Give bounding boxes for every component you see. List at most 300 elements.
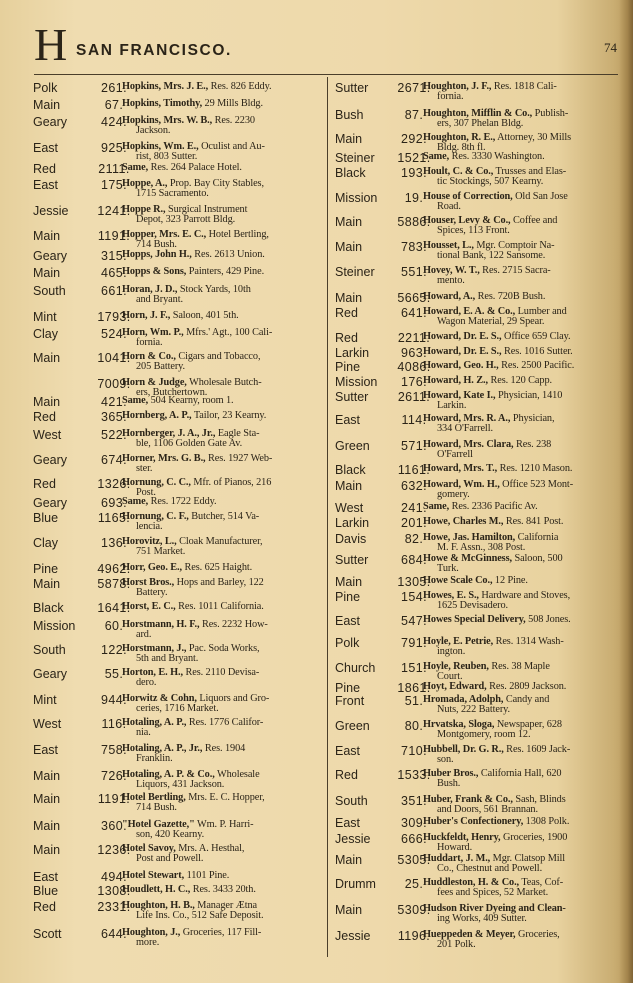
listing-text	[423, 662, 623, 682]
subscriber-name: Hoyle, Reuben,	[423, 661, 489, 672]
listing-text	[122, 744, 314, 764]
exchange-name: Main	[335, 575, 363, 589]
listing-text	[423, 266, 623, 286]
listing-detail: Liquors and Gro-	[199, 693, 270, 704]
exchange-name: Jessie	[335, 929, 371, 943]
listing-detail: Mrs. A. Hesthal,	[178, 843, 245, 854]
listing-detail: Mfr. of Pianos, 216	[193, 477, 272, 488]
listing-detail: Res. 1722 Eddy.	[150, 496, 217, 507]
listing-detail: Office 659 Clay.	[503, 331, 571, 342]
listing-detail: Res. 1609 Jack-	[506, 744, 571, 755]
listing-continuation: Montgomery, room 12.	[437, 729, 531, 740]
listing-text	[423, 833, 623, 853]
listing-text	[423, 480, 623, 500]
exchange-name: Main	[335, 903, 363, 917]
subscriber-name: Howard, Kate I.,	[423, 390, 496, 401]
listing-detail: Res. 2613 Union.	[194, 249, 265, 260]
subscriber-name: Horn & Judge,	[122, 377, 187, 388]
exchange-name: Steiner	[335, 265, 375, 279]
phone-number: 365.	[101, 410, 127, 424]
listing-text	[122, 578, 314, 598]
listing-detail: Old San Jose	[515, 191, 568, 202]
subscriber-name: Huckfeldt, Henry,	[423, 832, 501, 843]
listing-text	[122, 770, 314, 790]
listing-text	[122, 411, 314, 421]
listing-text	[423, 192, 623, 212]
listing-detail: Eagle Sta-	[217, 428, 260, 439]
listing-detail: Res. 2500 Pacific.	[501, 360, 575, 371]
listing-detail: Res. 625 Haight.	[184, 562, 253, 573]
listing-continuation: 1715 Sacramento.	[136, 188, 209, 199]
listing-text	[423, 361, 623, 371]
listing-continuation: ster.	[136, 463, 153, 474]
listing-text	[423, 795, 623, 815]
listing-text	[423, 615, 623, 625]
listing-detail: Res. 2232 How-	[201, 619, 268, 630]
listing-text	[423, 109, 623, 129]
listing-text	[122, 885, 314, 895]
listing-text	[122, 205, 314, 225]
phone-number: 2111.	[98, 162, 130, 176]
exchange-name: Clay	[33, 536, 59, 550]
phone-number: 791.	[401, 636, 427, 650]
listing-text	[122, 163, 314, 173]
phone-number: 5309.	[397, 903, 431, 917]
subscriber-name: Howe, Charles M.,	[423, 516, 504, 527]
listing-text	[122, 512, 314, 532]
subscriber-name: Hoyle, E. Petrie,	[423, 636, 494, 647]
exchange-name: East	[33, 743, 59, 757]
listing-text	[122, 352, 314, 372]
listing-detail: Res. 120 Capp.	[490, 375, 552, 386]
listing-continuation: Road.	[437, 201, 461, 212]
listing-continuation: Court.	[437, 671, 463, 682]
exchange-name: Pine	[335, 590, 361, 604]
exchange-name: Main	[33, 819, 61, 833]
listing-text	[122, 644, 314, 664]
phone-number: 1241.	[97, 204, 131, 218]
phone-number: 292.	[401, 132, 427, 146]
listing-text	[122, 620, 314, 640]
subscriber-name: "Hotel Gazette,"	[122, 819, 195, 830]
exchange-name: Main	[335, 291, 363, 305]
listing-detail: Res. 1314 Wash-	[495, 636, 564, 647]
exchange-name: East	[335, 816, 361, 830]
subscriber-name: Same,	[122, 395, 149, 406]
listing-detail: California Hall, 620	[480, 768, 562, 779]
phone-number: 154.	[401, 590, 427, 604]
listing-detail: 504 Kearny, room 1.	[150, 395, 234, 406]
listing-text	[423, 464, 623, 474]
exchange-name: Scott	[33, 927, 62, 941]
exchange-name: East	[335, 614, 361, 628]
listing-detail: Res. 1927 Web-	[208, 453, 273, 464]
exchange-name: Pine	[33, 562, 59, 576]
subscriber-name: Hopper, Mrs. E. C.,	[122, 229, 207, 240]
subscriber-name: Houghton, H. B.,	[122, 900, 195, 911]
listing-detail: Painters, 429 Pine.	[188, 266, 265, 277]
phone-number: 5886.	[397, 215, 431, 229]
subscriber-name: Hoppe R.,	[122, 204, 166, 215]
listing-continuation: lencia.	[136, 521, 163, 532]
phone-number: 1521.	[397, 151, 431, 165]
exchange-name: Sutter	[335, 81, 369, 95]
exchange-name: Main	[33, 843, 61, 857]
listing-detail: Pac. Soda Works,	[188, 643, 260, 654]
subscriber-name: Howard, A.,	[423, 291, 476, 302]
listing-detail: Publish-	[534, 108, 569, 119]
listing-text	[122, 497, 314, 507]
phone-number: 783.	[401, 240, 427, 254]
phone-number: 644.	[101, 927, 127, 941]
exchange-name: Sutter	[335, 390, 369, 404]
subscriber-name: Howes Special Delivery,	[423, 614, 526, 625]
subscriber-name: Horst Bros.,	[122, 577, 175, 588]
listing-text	[423, 517, 623, 527]
subscriber-name: Horstmann, H. F.,	[122, 619, 200, 630]
exchange-name: Bush	[335, 108, 364, 122]
listing-detail: Prop. Bay City Stables,	[169, 178, 264, 189]
listing-continuation: son.	[437, 754, 454, 765]
listing-text	[122, 871, 314, 881]
listing-continuation: more.	[136, 937, 160, 948]
exchange-name: Green	[335, 719, 370, 733]
exchange-name: Larkin	[335, 516, 370, 530]
listing-detail: Cigars and Tobacco,	[178, 351, 261, 362]
phone-number: 261.	[101, 81, 127, 95]
listing-detail: Res. 1210 Mason.	[499, 463, 573, 474]
exchange-name: Geary	[33, 115, 68, 129]
listing-detail: Wholesale	[216, 769, 260, 780]
exchange-name: Main	[33, 98, 61, 112]
phone-number: 1041.	[97, 351, 131, 365]
listing-text	[122, 230, 314, 250]
exchange-name: Geary	[33, 249, 68, 263]
listing-text	[423, 376, 623, 386]
phone-number: 710.	[401, 744, 427, 758]
phone-number: 632.	[401, 479, 427, 493]
phone-number: 1196.	[397, 929, 431, 943]
subscriber-name: Same,	[122, 162, 149, 173]
exchange-name: Church	[335, 661, 376, 675]
listing-detail: Res. 2230	[214, 115, 255, 126]
subscriber-name: Horst, E. C.,	[122, 601, 176, 612]
listing-detail: Res. 238	[515, 439, 552, 450]
exchange-name: South	[335, 794, 368, 808]
exchange-name: Main	[33, 266, 61, 280]
listing-text	[423, 167, 623, 187]
listing-detail: California	[517, 532, 559, 543]
listing-detail: Res. 826 Eddy.	[210, 81, 272, 92]
subscriber-name: Hornung, C. F.,	[122, 511, 189, 522]
phone-number: 201.	[401, 516, 427, 530]
exchange-name: Geary	[33, 667, 68, 681]
exchange-name: Larkin	[335, 346, 370, 360]
listing-detail: Office 523 Mont-	[502, 479, 574, 490]
listing-detail: Hops and Barley, 122	[176, 577, 264, 588]
listing-text	[423, 720, 623, 740]
listing-continuation: Franklin.	[136, 753, 173, 764]
subscriber-name: Howard, Dr. E. S.,	[423, 331, 502, 342]
listing-detail: Hardware and Stoves,	[481, 590, 571, 601]
phone-number: 193.	[401, 166, 427, 180]
listing-detail: Res. 1016 Sutter.	[503, 346, 573, 357]
exchange-name: Pine	[335, 681, 361, 695]
listing-continuation: ard.	[136, 629, 152, 640]
listing-continuation: and Bryant.	[136, 294, 183, 305]
exchange-name: Clay	[33, 327, 59, 341]
listing-text	[423, 391, 623, 411]
exchange-name: Main	[33, 792, 61, 806]
phone-number: 87.	[404, 108, 424, 122]
phone-number: 176.	[401, 375, 427, 389]
phone-number: 674.	[101, 453, 127, 467]
phone-number: 241.	[401, 501, 427, 515]
listing-continuation: Spices, 113 Front.	[437, 225, 510, 236]
phone-number: 1861.	[397, 681, 431, 695]
phone-number: 666.	[401, 832, 427, 846]
phone-number: 2611.	[397, 390, 431, 404]
listing-detail: Groceries, 117 Fill-	[182, 927, 262, 938]
listing-continuation: O'Farrell	[437, 449, 473, 460]
listing-continuation: Nuts, 222 Battery.	[437, 704, 511, 715]
exchange-name: East	[335, 413, 361, 427]
listing-text	[423, 133, 623, 153]
listing-text	[423, 637, 623, 657]
phone-number: 2331.	[97, 900, 131, 914]
subscriber-name: Horr, Geo. E.,	[122, 562, 182, 573]
phone-number: 641.	[401, 306, 427, 320]
listing-continuation: Bldg. 8th fl.	[437, 142, 486, 153]
listing-detail: Mrs. E. C. Hopper,	[188, 792, 265, 803]
phone-number: 963.	[401, 346, 427, 360]
subscriber-name: Horton, E. H.,	[122, 667, 183, 678]
phone-number: 80.	[404, 719, 424, 733]
listing-continuation: M. F. Assn., 308 Post.	[437, 542, 526, 553]
subscriber-name: Huber Bros.,	[423, 768, 479, 779]
phone-number: 1165.	[97, 511, 131, 525]
listing-detail: Saloon, 401 5th.	[172, 310, 239, 321]
subscriber-name: Horn & Co.,	[122, 351, 176, 362]
listing-text	[423, 769, 623, 789]
phone-number: 547.	[401, 614, 427, 628]
listing-detail: Teas, Cof-	[521, 877, 564, 888]
subscriber-name: Howard, Dr. E. S.,	[423, 346, 502, 357]
listing-detail: Attorney, 30 Mills	[497, 132, 572, 143]
listing-text	[122, 267, 314, 277]
listing-detail: Res. 1011 California.	[178, 601, 264, 612]
phone-number: 151.	[401, 661, 427, 675]
subscriber-name: Horan, J. D.,	[122, 284, 178, 295]
subscriber-name: Hotel Bertling,	[122, 792, 186, 803]
phone-number: 5665.	[397, 291, 431, 305]
phone-number: 136.	[101, 536, 127, 550]
listing-text	[423, 554, 623, 574]
listing-continuation: 201 Polk.	[437, 939, 476, 950]
listing-text	[423, 82, 623, 102]
listing-continuation: Co., Chestnut and Powell.	[437, 863, 543, 874]
subscriber-name: Hromada, Adolph,	[423, 694, 504, 705]
exchange-name: Pine	[335, 360, 361, 374]
exchange-name: Main	[335, 479, 363, 493]
listing-text	[122, 537, 314, 557]
subscriber-name: Huddart, J. M.,	[423, 853, 491, 864]
exchange-name: East	[33, 870, 59, 884]
exchange-name: Red	[33, 900, 56, 914]
exchange-name: Geary	[33, 496, 68, 510]
listing-text	[122, 99, 314, 109]
exchange-name: Geary	[33, 453, 68, 467]
subscriber-name: Howard, Wm. H.,	[423, 479, 500, 490]
listing-continuation: 1625 Devisadero.	[437, 600, 509, 611]
exchange-name: Main	[335, 240, 363, 254]
listing-continuation: ington.	[437, 646, 466, 657]
subscriber-name: Houdlett, H. C.,	[122, 884, 191, 895]
column-divider	[327, 77, 328, 957]
exchange-name: East	[335, 744, 361, 758]
listing-text	[423, 576, 623, 586]
subscriber-name: Hubbell, Dr. G. R.,	[423, 744, 504, 755]
listing-detail: 1308 Polk.	[525, 816, 570, 827]
phone-number: 114.	[401, 413, 427, 427]
subscriber-name: House of Correction,	[423, 191, 513, 202]
subscriber-name: Same,	[423, 151, 450, 162]
subscriber-name: Howard, Mrs. T.,	[423, 463, 498, 474]
listing-continuation: gomery.	[437, 489, 470, 500]
listing-detail: Res. 1818 Cali-	[493, 81, 557, 92]
listing-continuation: fornia.	[437, 91, 464, 102]
phone-number: 1191.	[97, 792, 131, 806]
exchange-name: Steiner	[335, 151, 375, 165]
exchange-name: Drumm	[335, 877, 376, 891]
listing-detail: Surgical Instrument	[167, 204, 248, 215]
listing-detail: Res. 2809 Jackson.	[489, 681, 567, 692]
listing-detail: Butcher, 514 Va-	[191, 511, 260, 522]
phone-number: 19.	[404, 191, 424, 205]
listing-detail: Res. 264 Palace Hotel.	[150, 162, 242, 173]
exchange-name: South	[33, 284, 66, 298]
listing-detail: Mfrs.' Agt., 100 Cali-	[186, 327, 273, 338]
subscriber-name: Horn, Wm. P.,	[122, 327, 184, 338]
listing-detail: Res. 2715 Sacra-	[482, 265, 551, 276]
subscriber-name: Hopkins, Mrs. W. B.,	[122, 115, 213, 126]
listing-text	[423, 695, 623, 715]
subscriber-name: Hoult, C. & Co.,	[423, 166, 494, 177]
listing-text	[122, 285, 314, 305]
phone-number: 5305.	[397, 853, 431, 867]
listing-text	[423, 216, 623, 236]
phone-number: 7009.	[97, 377, 131, 391]
listing-continuation: 714 Bush.	[136, 239, 177, 250]
listing-text	[122, 454, 314, 474]
listing-continuation: Liquors, 431 Jackson.	[136, 779, 225, 790]
exchange-name: Main	[33, 577, 61, 591]
listing-detail: Res. 2336 Pacific Av.	[451, 501, 538, 512]
subscriber-name: Hotel Stewart,	[122, 870, 185, 881]
exchange-name: Mint	[33, 693, 57, 707]
subscriber-name: Hotel Savoy,	[122, 843, 176, 854]
exchange-name: Blue	[33, 884, 59, 898]
listing-text	[122, 396, 314, 406]
listing-detail: Tailor, 23 Kearny.	[193, 410, 267, 421]
subscriber-name: Same,	[423, 501, 450, 512]
subscriber-name: Hudson River Dyeing and Clean-	[423, 903, 566, 914]
page-header	[0, 0, 633, 80]
listing-detail: Physician,	[512, 413, 555, 424]
subscriber-name: Huber's Confectionery,	[423, 816, 524, 827]
exchange-name: Main	[33, 351, 61, 365]
phone-number: 944.	[101, 693, 127, 707]
exchange-name: Red	[335, 306, 358, 320]
listing-continuation: mento.	[437, 275, 465, 286]
exchange-name: Mission	[335, 375, 378, 389]
subscriber-name: Houghton, J. F.,	[423, 81, 492, 92]
listing-text	[423, 682, 623, 692]
subscriber-name: Hrvatska, Sloga,	[423, 719, 495, 730]
listing-detail: Wholesale Butch-	[189, 377, 262, 388]
listing-text	[423, 745, 623, 765]
subscriber-name: Huber, Frank & Co.,	[423, 794, 513, 805]
phone-number: 51.	[404, 694, 424, 708]
listing-text	[122, 82, 314, 92]
subscriber-name: Howe & McGinness,	[423, 553, 512, 564]
listing-continuation: ers, Butchertown.	[136, 387, 208, 398]
listing-continuation: ble, 1106 Golden Gate Av.	[136, 438, 243, 449]
listing-detail: Groceries, 1900	[503, 832, 568, 843]
listing-continuation: tic Stockings, 507 Kearny.	[437, 176, 544, 187]
listing-continuation: fees and Spices, 52 Market.	[437, 887, 549, 898]
listing-continuation: ceries, 1716 Market.	[136, 703, 219, 714]
subscriber-name: Housset, L.,	[423, 240, 474, 251]
exchange-name: Red	[33, 162, 56, 176]
exchange-name: Main	[33, 769, 61, 783]
exchange-name: Red	[33, 477, 56, 491]
subscriber-name: Howard, Geo. H.,	[423, 360, 499, 371]
subscriber-name: Hovey, W. T.,	[423, 265, 480, 276]
listing-continuation: nia.	[136, 727, 151, 738]
listing-detail: Trusses and Elas-	[495, 166, 567, 177]
subscriber-name: Hoyt, Edward,	[423, 681, 487, 692]
subscriber-name: Hopkins, Mrs. J. E.,	[122, 81, 209, 92]
subscriber-name: Hoppe, A.,	[122, 178, 168, 189]
exchange-name: Main	[33, 395, 61, 409]
listing-continuation: Wagon Material, 29 Spear.	[437, 316, 545, 327]
subscriber-name: Hornberg, A. P.,	[122, 410, 192, 421]
phone-number: 524.	[101, 327, 127, 341]
phone-number: 2671.	[397, 81, 431, 95]
listing-text	[423, 307, 623, 327]
listing-continuation: Depot, 323 Parrott Bldg.	[136, 214, 236, 225]
phone-number: 522.	[101, 428, 127, 442]
phone-number: 1533.	[397, 768, 431, 782]
listing-continuation: 5th and Bryant.	[136, 653, 199, 664]
phone-number: 1305.	[397, 575, 431, 589]
listing-continuation: 751 Market.	[136, 546, 186, 557]
phone-number: 465.	[101, 266, 127, 280]
listing-text	[423, 904, 623, 924]
subscriber-name: Hotaling, A. P., Jr.,	[122, 743, 203, 754]
phone-number: 5878.	[97, 577, 131, 591]
subscriber-name: Hueppeden & Meyer,	[423, 929, 516, 940]
phone-number: 360.	[101, 819, 127, 833]
phone-number: 1191.	[97, 229, 131, 243]
exchange-name: East	[33, 178, 59, 192]
exchange-name: Black	[335, 463, 366, 477]
phone-number: 1326.	[97, 477, 131, 491]
listing-detail: Candy and	[505, 694, 550, 705]
listing-detail: Res. 1776 Califor-	[188, 717, 264, 728]
listing-continuation: Life Ins. Co., 512 Safe Deposit.	[136, 910, 264, 921]
